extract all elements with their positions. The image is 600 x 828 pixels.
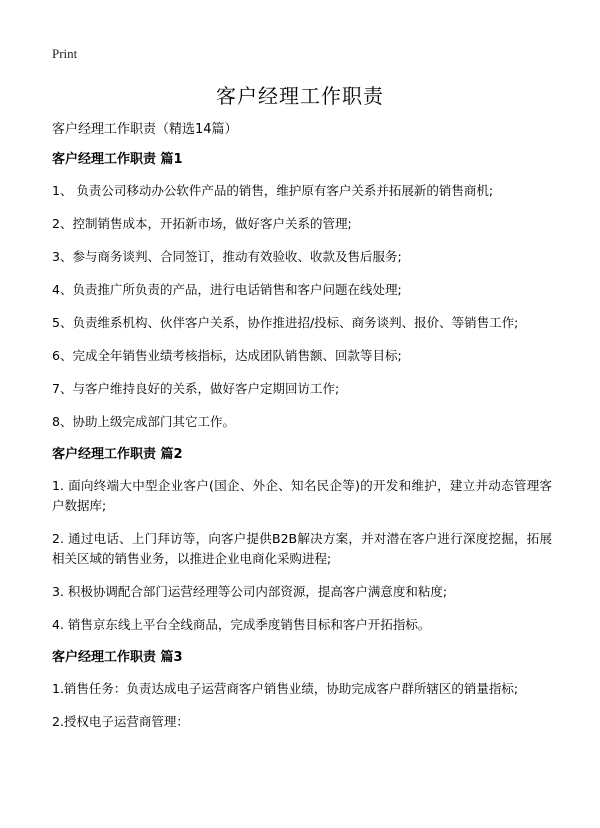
list-item: 2、控制销售成本，开拓新市场，做好客户关系的管理;: [52, 216, 352, 231]
section-2: [52, 445, 552, 635]
list-item: 3. 积极协调配合部门运营经理等公司内部资源，提高客户满意度和粘度;: [52, 584, 448, 599]
section-heading: 客户经理工作职责 篇3: [52, 650, 183, 665]
list-item: 7、与客户维持良好的关系，做好客户定期回访工作;: [52, 381, 340, 396]
list-item: 8、协助上级完成部门其它工作。: [52, 414, 235, 429]
list-item: 3、参与商务谈判、合同签订，推动有效验收、收款及售后服务;: [52, 249, 402, 264]
list-item: 2.授权电子运营商管理：: [52, 714, 189, 729]
print-label: Print: [52, 46, 78, 61]
list-item: 1. 面向终端大中型企业客户(国企、外企、知名民企等)的开发和维护，建立并动态管理客户数据库;: [52, 478, 552, 513]
document-body: [52, 120, 552, 745]
list-item: 1.销售任务：负责达成电子运营商客户销售业绩，协助完成客户群所辖区的销量指标;: [52, 681, 519, 696]
section-1: [52, 150, 552, 432]
document-subtitle: 客户经理工作职责（精选14篇）: [52, 122, 238, 137]
section-heading: 客户经理工作职责 篇1: [52, 152, 183, 167]
list-item: 4. 销售京东线上平台全线商品，完成季度销售目标和客户开拓指标。: [52, 617, 431, 632]
page-title: 客户经理工作职责: [216, 84, 384, 108]
section-heading: 客户经理工作职责 篇2: [52, 447, 183, 462]
list-item: 6、完成全年销售业绩考核指标，达成团队销售额、回款等目标;: [52, 348, 402, 363]
list-item: 5、负责维系机构、伙伴客户关系，协作推进招/投标、商务谈判、报价、等销售工作;: [52, 315, 519, 330]
list-item: 2. 通过电话、上门拜访等，向客户提供B2B解决方案，并对潜在客户进行深度挖掘，拓展相关区域的销售业务，以推进企业电商化采购进程;: [52, 531, 552, 566]
list-item: 4、负责推广所负责的产品，进行电话销售和客户问题在线处理;: [52, 282, 402, 297]
section-3: [52, 648, 552, 732]
list-item: 1、 负责公司移动办公软件产品的销售，维护原有客户关系并拓展新的销售商机;: [52, 183, 494, 198]
